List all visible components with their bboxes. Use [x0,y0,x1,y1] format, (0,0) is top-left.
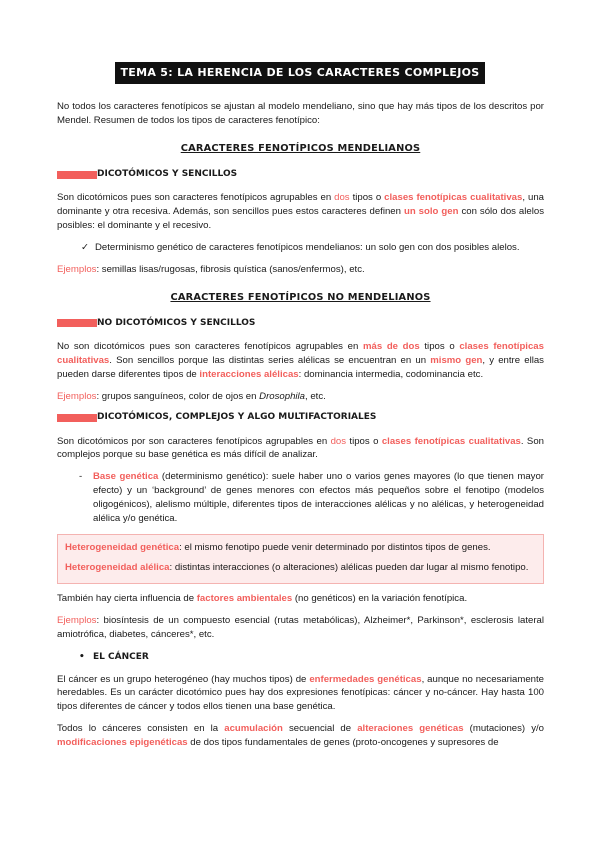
examples-no-dicotomicos: Ejemplos: grupos sanguíneos, color de ojos en Drosophila, etc. [57,390,326,402]
intro-paragraph: No todos los caracteres fenotípicos se ajustan al modelo mendeliano, sino que hay más tipos de los descritos por Mendel. Resumen de todos los tipos de caracteres fenotípico: [57,101,544,126]
bullet-dot: • [79,652,85,663]
check-list-item: ✓ Determinismo genético de caracteres fenotípicos mendelianos: un solo gen con dos posibles alelos. [81,241,520,253]
document-body [57,100,544,758]
paragraph-dicotomicos-complejos: Son dicotómicos por son caracteres fenotípicos agrupables en dos tipos o clases fenotípicas cualitativas. Son complejos porque su base genética es más difícil de analizar. [57,435,545,461]
dash-list-item: - Base genética (determinismo genético): suele haber uno o varios genes mayores (lo que tienen mayor efecto) y un ‘background’ de genes menores con efectos más pequeños sobre el fenotipo (modelos oligogénicos), alelismo múltiple, diferentes tipos de interacciones alélicas y no alélicas, y heterogeneidad alélica y/o genética. [79,471,544,525]
red-bar-marker [57,171,97,179]
paragraph-no-dicotomicos: No son dicotómicos pues son caracteres fenotípicos agrupables en más de dos tipos o clases fenotípicas cualitativas. Son sencillos porque las distintas series alélicas se encuentran en un mismo gen, y entre ellas pueden darse diferentes tipos de interacciones alélicas: dominancia intermedia, codominancia etc. [57,340,544,380]
subheading-dicotomicos-sencillos: DICOTÓMICOS Y SENCILLOS [57,168,544,181]
callout-alelica: Heterogeneidad alélica: distintas interacciones (o alteraciones) alélicas pueden dar lugar al mismo fenotipo. [65,561,529,573]
examples-mendelianos: Ejemplos: semillas lisas/rugosas, fibrosis quística (sanos/enfermos), etc. [57,263,365,275]
paragraph-cancer-1: El cáncer es un grupo heterogéneo (hay muchos tipos) de enfermedades genéticas, aunque no necesariamente heredables. Es un carácter dicotómico pues hay dos expresiones fenotípicas: cáncer y no-cáncer. Hay hasta 100 tipos diferentes de cáncer y todos ellos tienen una base genética. [57,673,544,713]
red-bar-marker [57,414,97,422]
heterogeneity-callout [57,534,544,584]
subheading-dicotomicos-complejos: DICOTÓMICOS, COMPLEJOS Y ALGO MULTIFACTORIALES [57,411,544,424]
callout-genetica: Heterogeneidad genética: el mismo fenotipo puede venir determinado por distintos tipos de genes. [65,541,491,553]
red-bar-marker [57,319,97,327]
paragraph-cancer-2: Todos lo cánceres consisten en la acumulación secuencial de alteraciones genéticas (mutaciones) y/o modificaciones epigenéticas de dos tipos fundamentales de genes (proto-oncogenes y supresores de [57,723,545,749]
dash-bullet: - [79,471,83,483]
checkmark-icon: ✓ [81,241,90,253]
section-title-mendelianos: CARACTERES FENOTÍPICOS MENDELIANOS [180,142,421,154]
bullet-heading-cancer: • EL CÁNCER [79,651,544,664]
page-title: TEMA 5: LA HERENCIA DE LOS CARACTERES COMPLEJOS [115,62,486,84]
paragraph-dicotomicos: Son dicotómicos pues son caracteres fenotípicos agrupables en dos tipos o clases fenotípicas cualitativas, una dominante y otra recesiva. Además, son sencillos pues estos caracteres definen un solo gen con sólo dos alelos posibles: el dominante y el recesivo. [57,192,545,231]
section-title-no-mendelianos: CARACTERES FENOTÍPICOS NO MENDELIANOS [170,291,431,303]
subheading-no-dicotomicos: NO DICOTÓMICOS Y SENCILLOS [57,317,544,330]
examples-complejos: Ejemplos: biosíntesis de un compuesto esencial (rutas metabólicas), Alzheimer*, Parkinson*, esclerosis lateral amiotrófica, diabetes, cánceres*, etc. [57,614,544,640]
paragraph-ambientales: También hay cierta influencia de factores ambientales (no genéticos) en la variación fenotípica. [57,592,468,604]
